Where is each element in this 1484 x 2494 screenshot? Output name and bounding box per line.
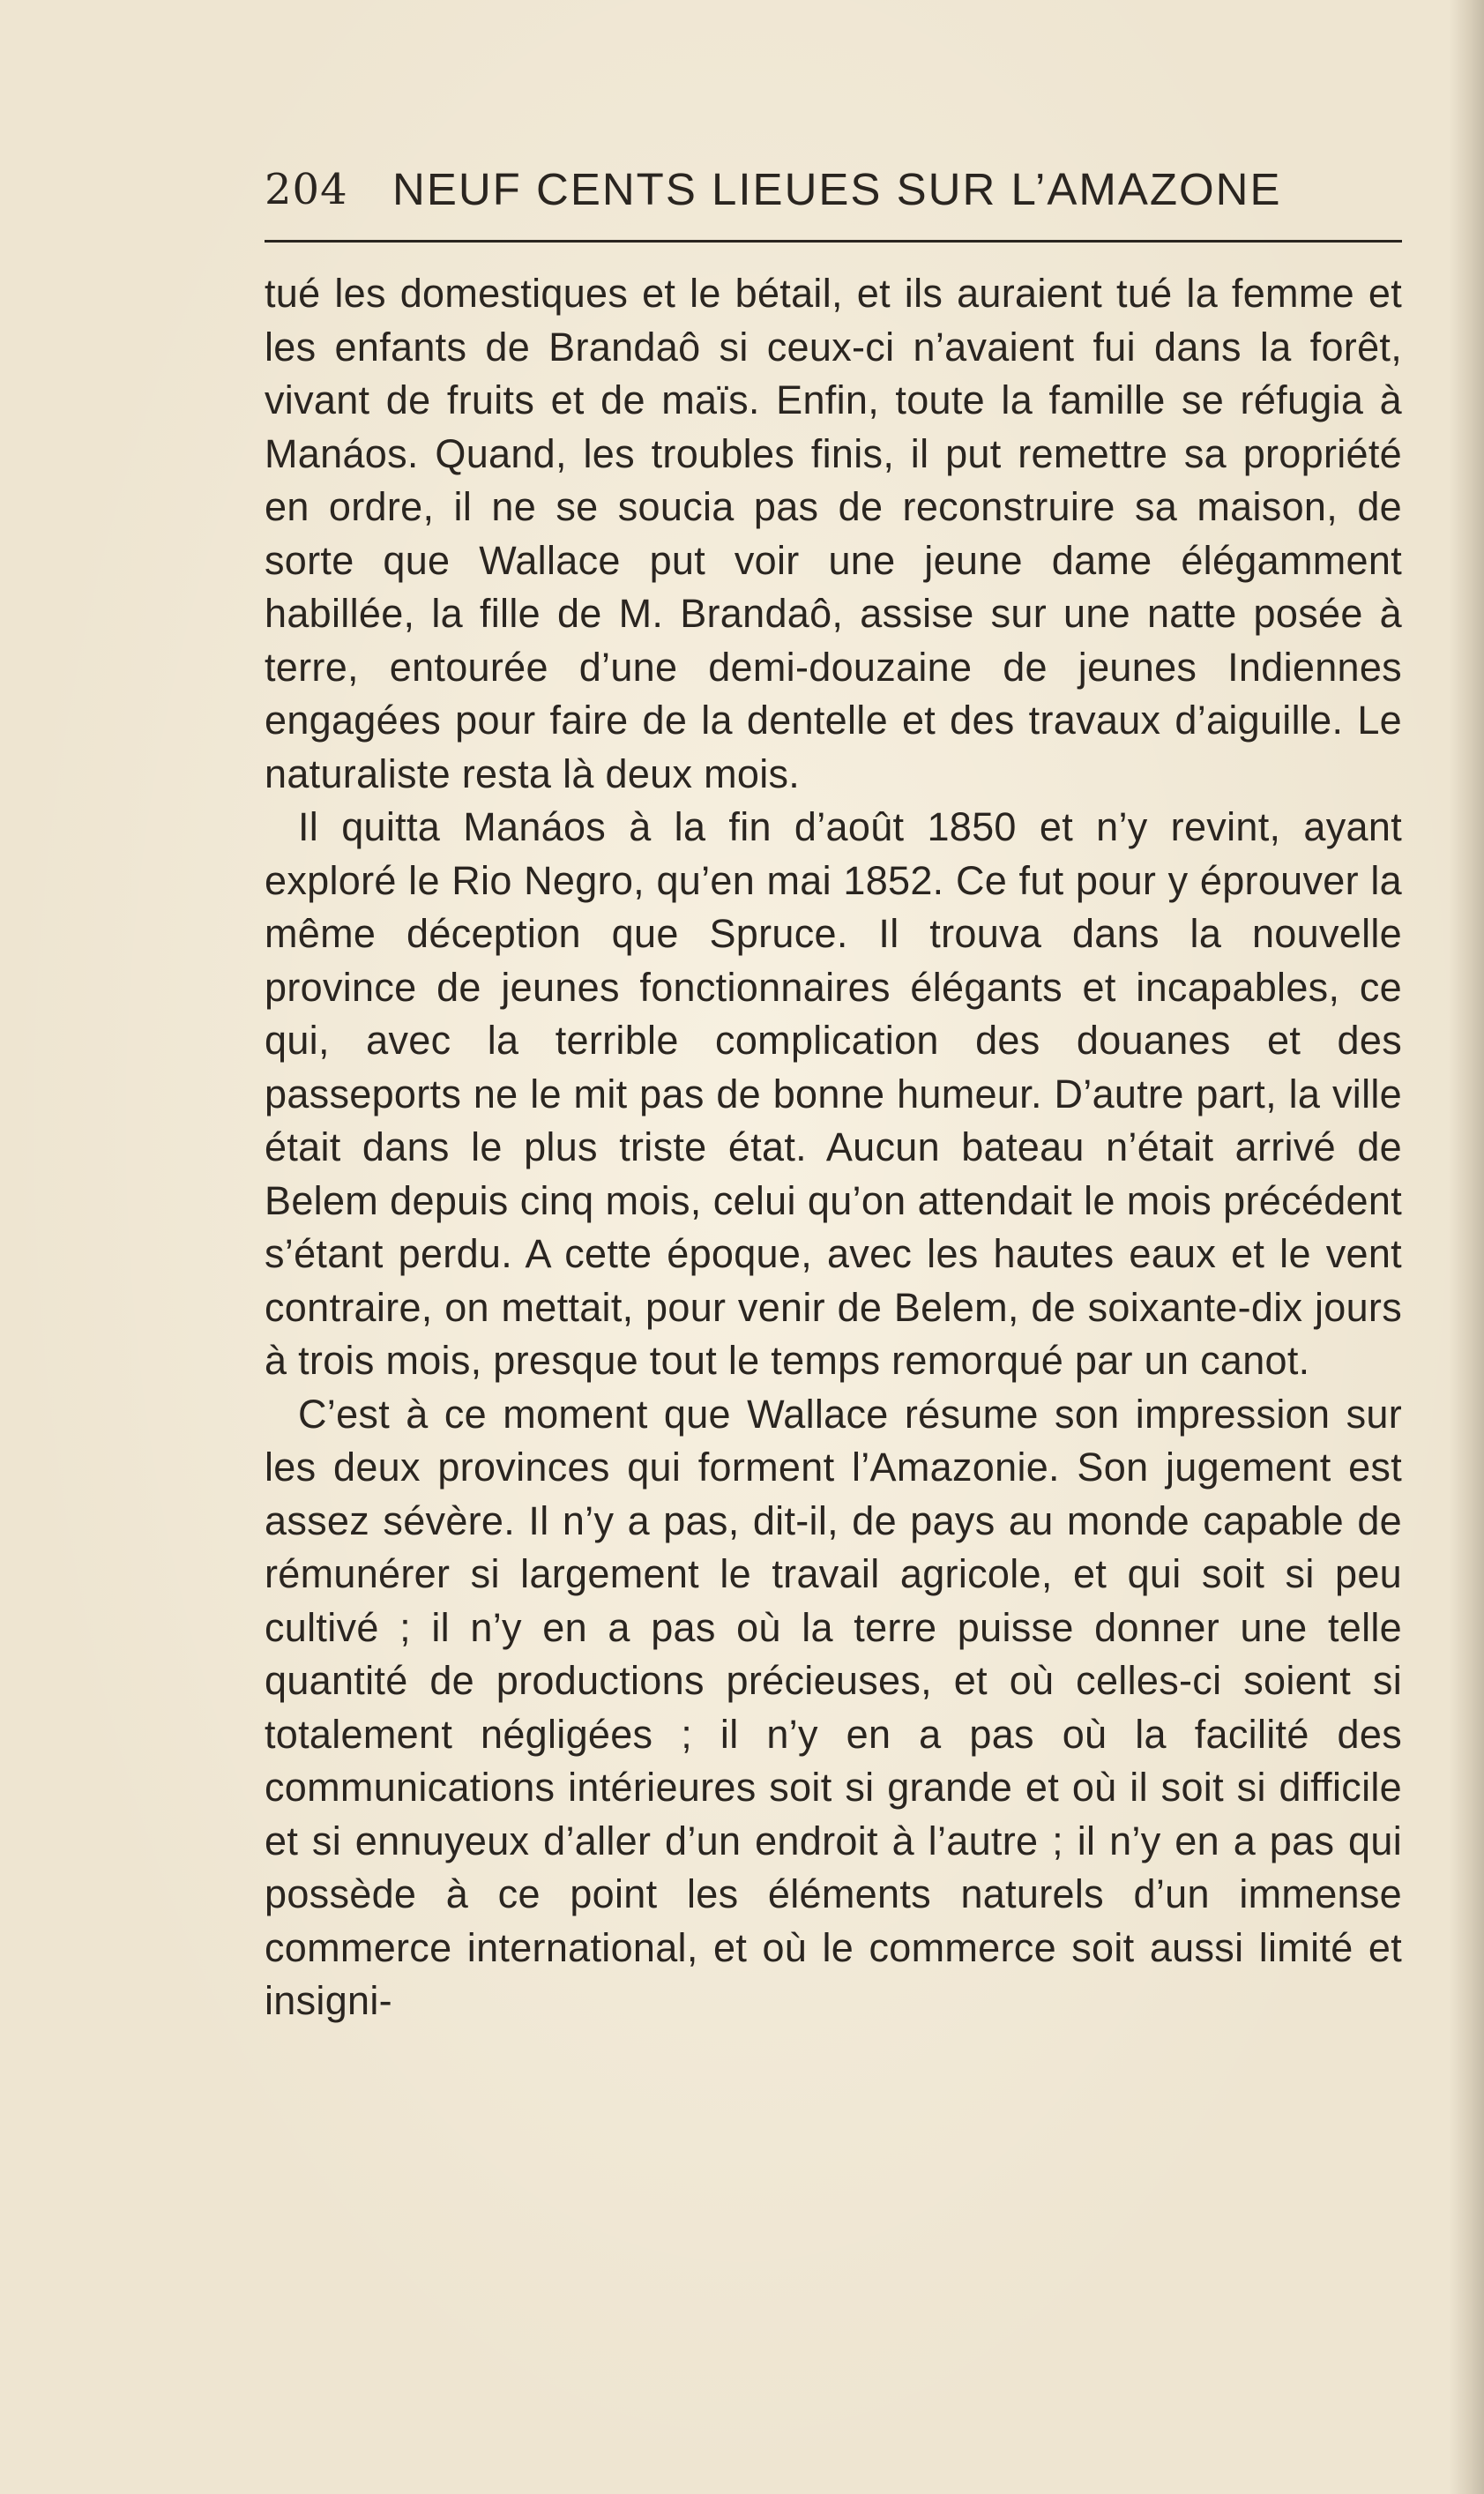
running-title: NEUF CENTS LIEUES SUR L’AMAZONE <box>392 164 1282 214</box>
paragraph-1: tué les domestiques et le bétail, et ils auraient tué la femme et les enfants de Brandaô si ceux-ci n’avaient fui dans la forêt, vivant de fruits et de maïs. Enfin, toute la famille se réfugia à Manáos. Quand, les troubles finis, il put remettre sa propriété en ordre, il ne se soucia pas de reconstruire sa maison, de sorte que Wallace put voir une jeune dame élégamment habillée, la fille de M. Brandaô, assise sur une natte posée à terre, entourée d’une demi-douzaine de jeunes Indiennes engagées pour faire de la dentelle et des travaux d’aiguille. Le naturaliste resta là deux mois. <box>265 271 1402 796</box>
page-edge-shadow <box>1449 0 1484 2494</box>
body-text <box>265 267 1402 2028</box>
page-number: 204 <box>265 165 348 214</box>
paragraph-3: C’est à ce moment que Wallace résume son impression sur les deux provinces qui forment l’Amazonie. Son jugement est assez sévère. Il n’y a pas, dit-il, de pays au monde capable de rémunérer si largement le travail agricole, et qui soit si peu cultivé ; il n’y en a pas où la terre puisse donner une telle quantité de productions précieuses, et où celles-ci soient si totalement négligées ; il n’y en a pas où la facilité des communications intérieures soit si grande et où il soit si difficile et si ennuyeux d’aller d’un endroit à l’autre ; il n’y en a pas qui possède à ce point les éléments naturels d’un immense commerce international, et où le commerce soit aussi limité et insigni- <box>265 1391 1402 2023</box>
page-header <box>265 159 1402 220</box>
paragraph-2: Il quitta Manáos à la fin d’août 1850 et n’y revint, ayant exploré le Rio Negro, qu’en mai 1852. Ce fut pour y éprouver la même déception que Spruce. Il trouva dans la nouvelle province de jeunes fonctionnaires élégants et incapables, ce qui, avec la terrible complication des douanes et des passeports ne le mit pas de bonne humeur. D’autre part, la ville était dans le plus triste état. Aucun bateau n’était arrivé de Belem depuis cinq mois, celui qu’on attendait le mois précédent s’étant perdu. A cette époque, avec les hautes eaux et le vent contraire, on mettait, pour venir de Belem, de soixante-dix jours à trois mois, presque tout le temps remorqué par un canot. <box>265 804 1402 1383</box>
header-rule <box>265 240 1402 243</box>
